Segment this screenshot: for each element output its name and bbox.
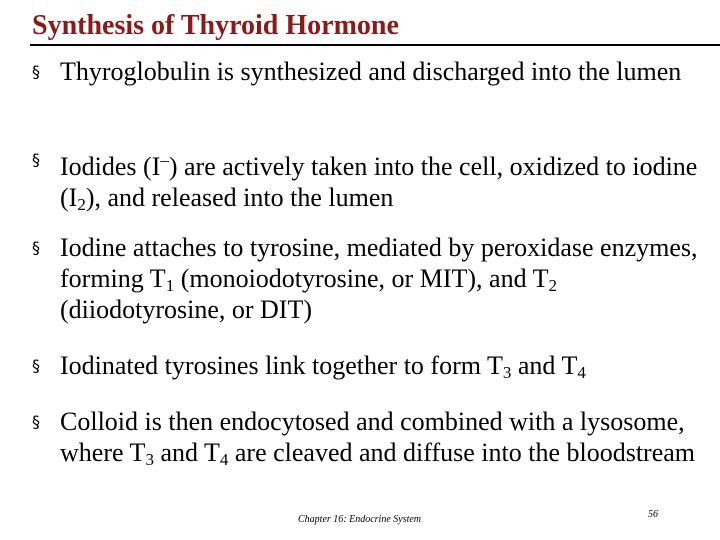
bullet-marker-icon: § — [32, 62, 40, 81]
bullet-marker-icon: § — [32, 150, 40, 169]
bullet-item — [32, 56, 681, 87]
bullet-text: Iodine attaches to tyrosine, mediated by peroxidase enzymes, forming $T_1$ (monoiodotyrosine, or MIT), and $T_2$ (diiodotyrosine, or DIT) — [60, 233, 698, 324]
bullet-item — [32, 144, 702, 213]
slide-title: Synthesis of Thyroid Hormone — [32, 10, 399, 41]
bullet-text: Iodides (I–) are actively taken into the cell, oxidized to iodine $(I_2)$, and released into the lumen — [60, 150, 698, 214]
title-underline — [30, 44, 720, 46]
bullet-text: Colloid is then endocytosed and combined with a lysosome, where $T_3$ and $T_4$ are cleaved and diffuse into the bloodstream — [60, 407, 696, 469]
bullet-text: Iodinated tyrosines link together to form $T_3$ and $T_4$ — [60, 351, 586, 382]
page-number: 56 — [648, 509, 658, 520]
bullet-marker-icon: § — [32, 356, 40, 375]
bullet-item — [32, 350, 586, 381]
bullet-item — [32, 406, 702, 468]
bullet-marker-icon: § — [32, 412, 40, 431]
bullet-marker-icon: § — [32, 238, 40, 257]
bullet-item — [32, 232, 702, 325]
bullet-text: Thyroglobulin is synthesized and discharged into the lumen — [60, 57, 682, 86]
slide-footer: Chapter 16: Endocrine System — [298, 514, 422, 525]
